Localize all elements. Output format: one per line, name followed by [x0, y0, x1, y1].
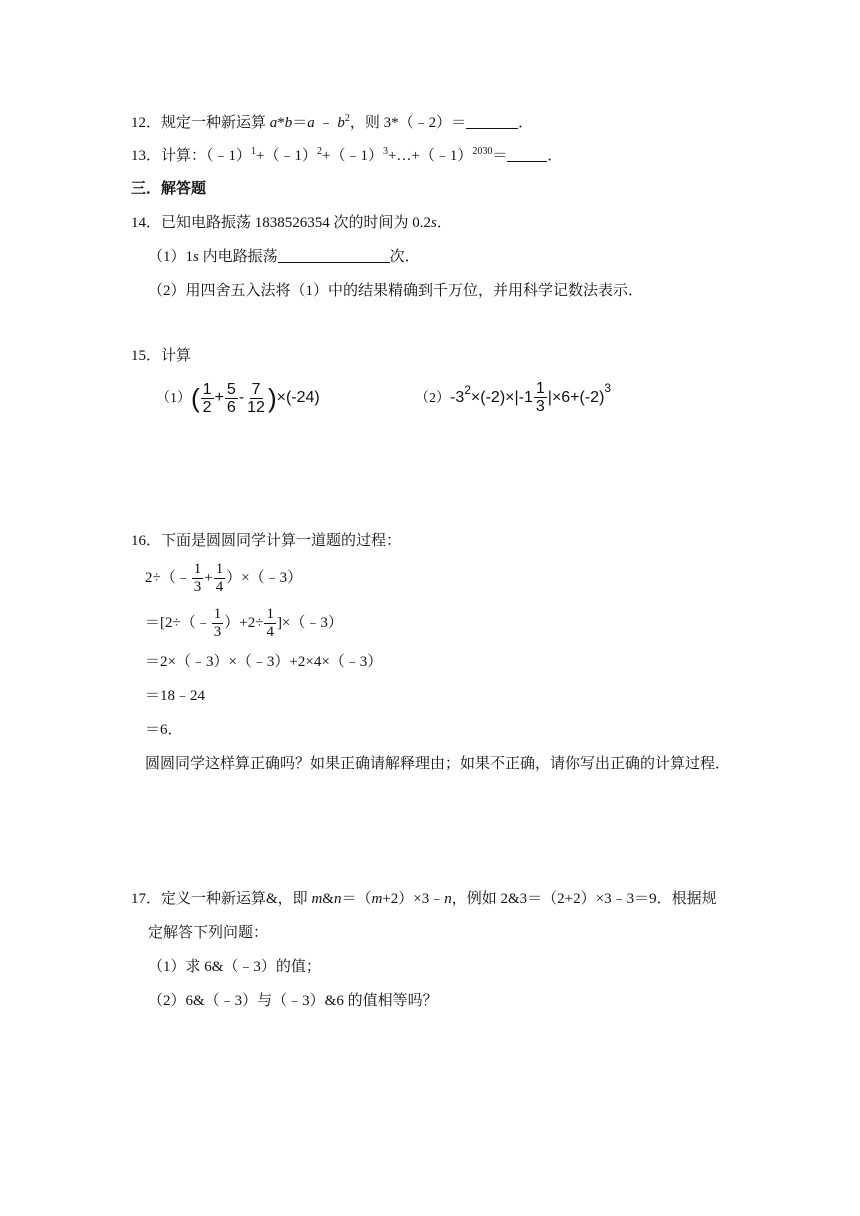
solution-line-1: 2÷（﹣ $\frac{1}{3}$ + $\frac{1}{4}$ ）×（﹣3） [145, 561, 303, 596]
question-15-part-1: （1）( $\frac{1}{2}$ + $\frac{5}{6}$ - $\frac{7}{12}$ )×(-24) [156, 380, 320, 416]
fraction: $\frac{5}{6}$ [226, 380, 236, 416]
question-number: 16． [131, 533, 162, 549]
fraction: $\frac{1}{2}$ [202, 380, 212, 416]
question-13: 13．计算：（﹣1）$^1$+（﹣1）$^2$+（﹣1）$^3$+…+（﹣1）$^{2030}$＝ ． [131, 146, 563, 164]
question-16: 16．下面是圆圆同学计算一道题的过程： [131, 533, 402, 549]
section-heading: 三．解答题 [131, 181, 207, 197]
fraction: $\frac{7}{12}$ [247, 380, 265, 416]
fraction: $\frac{1}{4}$ [215, 561, 224, 596]
question-17-cont: 定解答下列问题： [148, 925, 269, 941]
answer-blank[interactable] [466, 114, 518, 129]
answer-blank[interactable] [278, 248, 390, 263]
solution-line-3: ＝2×（﹣3）×（﹣3）+2×4×（﹣3） [145, 654, 383, 670]
question-17-part-2: （2）6&（﹣3）与（﹣3）&6 的值相等吗？ [148, 993, 438, 1009]
question-14-part-1: （1）1s 内电路振荡 次． [148, 249, 420, 265]
question-number: 15． [131, 348, 162, 364]
fraction: $\frac{1}{3}$ [193, 561, 202, 596]
fraction: $\frac{1}{3}$ [535, 380, 545, 416]
answer-blank[interactable] [507, 147, 547, 162]
question-15-part-2: $(2)-3^2\times(-2)\times|-1$ $\frac{1}{3}$ $|\times 6+(-2)^3$ [415, 380, 612, 416]
question-number: 13． [131, 148, 162, 164]
question-17: 17．定义一种新运算&，即 m&n＝（m+2）×3﹣n，例如 2&3＝（2+2）×3﹣3＝9．根据规 [131, 891, 717, 907]
question-16-prompt: 圆圆同学这样算正确吗？如果正确请解释理由；如果不正确，请你写出正确的计算过程． [145, 756, 731, 772]
question-number: 14． [131, 215, 162, 231]
question-14: 14．已知电路振荡 1838526354 次的时间为 0.2s． [131, 215, 452, 231]
question-12: 12．规定一种新运算 a*b＝a ﹣ $b^2$，则 3*（﹣2）＝ ． [131, 113, 534, 131]
question-17-part-1: （1）求 6&（﹣3）的值； [148, 959, 321, 975]
solution-line-5: ＝6． [145, 722, 183, 738]
question-15: 15．计算 [131, 348, 192, 364]
fraction: $\frac{1}{3}$ [213, 606, 222, 641]
fraction: $\frac{1}{4}$ [266, 606, 274, 641]
question-14-part-2: （2）用四舍五入法将（1）中的结果精确到千万位，并用科学记数法表示． [148, 283, 644, 299]
solution-line-4: ＝18﹣24 [145, 688, 206, 704]
question-number: 17． [131, 891, 162, 907]
question-number: 12． [131, 115, 162, 131]
solution-line-2: ＝[2÷（﹣ $\frac{1}{3}$ ）+2÷ $\frac{1}{4}$ ]×（﹣3） [145, 606, 343, 641]
